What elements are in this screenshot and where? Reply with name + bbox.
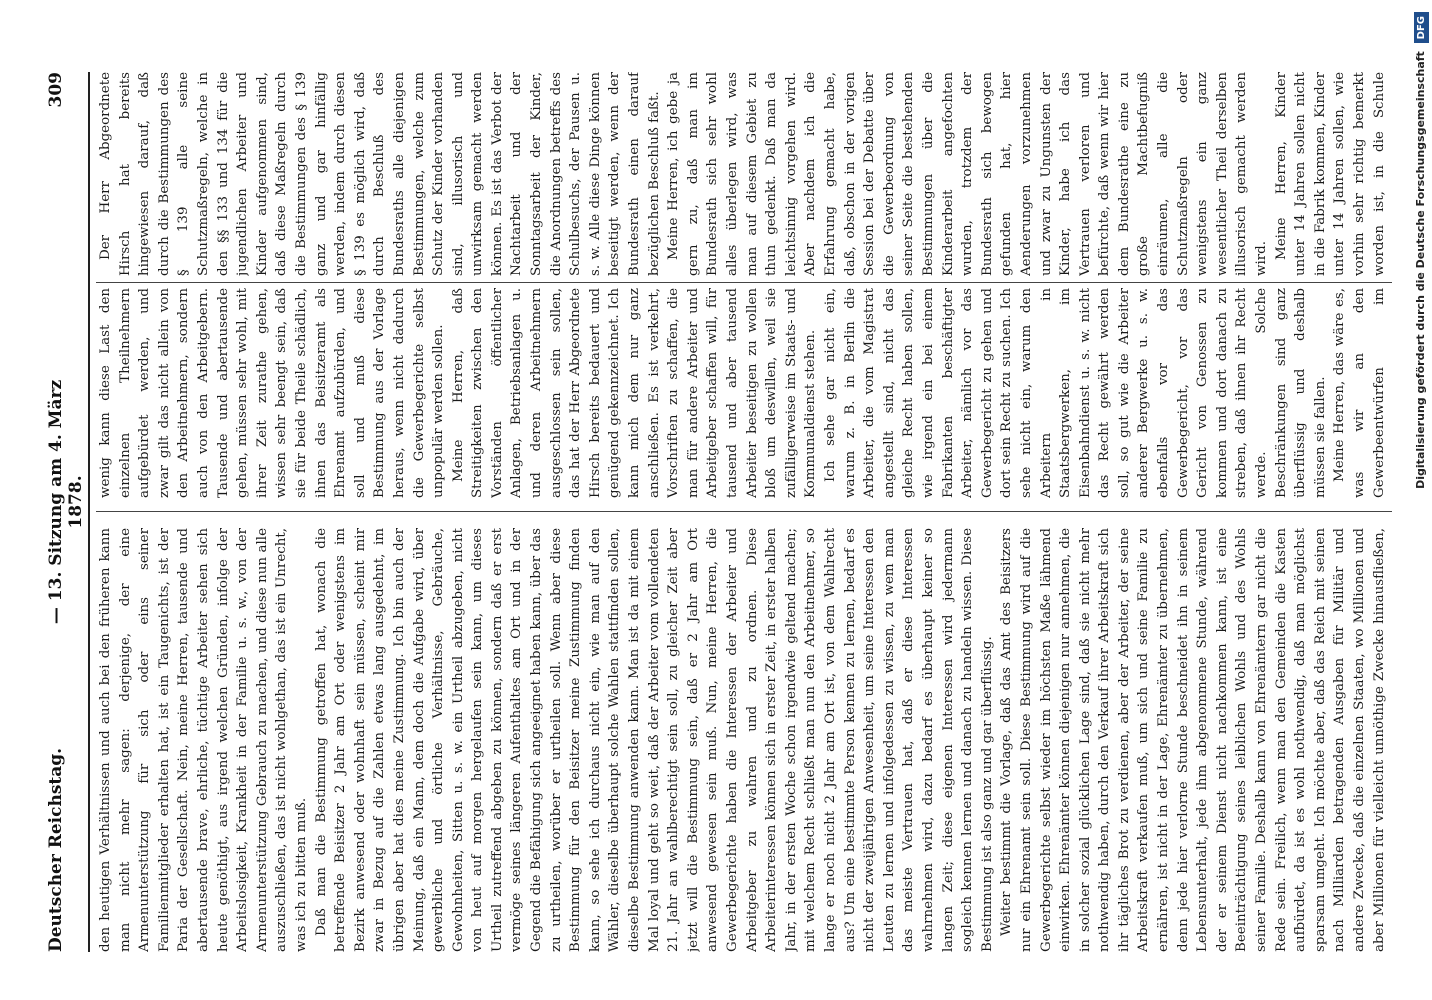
paragraph: Ich sehe gar nicht ein, warum z. B. in Berlin die Arbeiter, die vom Magistrat angestellt sind, nicht das gleiche Recht haben sollen, wie irgend ein bei einem Fabrikanten beschäftigter Arbeiter, nämlich vor das Gewerbegericht zu gehen und dort sein Recht zu suchen. Ich sehe nicht ein, warum den Arbeitern in Staatsbergwerken, im Eisenbahndienst u. s. w. nicht das Recht gewährt werden soll, so gut wie die Arbeiter anderer Bergwerke u. s. w. ebenfalls vor das Gewerbegericht, vor das Gericht von Genossen zu kommen und dort danach zu streben, daß ihnen ihr Recht werde. Solche Beschränkungen sind ganz überflüssig und deshalb müssen sie fallen.: [822, 288, 1328, 498]
text-column-left: [96, 528, 1392, 952]
column-divider: [96, 511, 1392, 512]
page-header: [40, 72, 86, 952]
paragraph: Daß man die Bestimmung getroffen hat, wonach die betreffende Beisitzer 2 Jahr am Ort oder wenigstens im Bezirk anwesend oder wohnhaft sein müssen, scheint mir zwar in Bezug auf die Zahlen etwas lang ausgedehnt, im übrigen aber hat dies meine Zustimmung. Ich bin auch der Meinung, daß ein Mann, dem doch die Aufgabe wird, über gewerbliche und örtliche Verhältnisse, Gebräuche, Gewohnheiten, Sitten u. s. w. ein Urtheil abzugeben, nicht von heut auf morgen hergelaufen sein kann, um dieses Urtheil zutreffend abgeben zu können, sondern daß er erst vermöge seines längeren Aufenthaltes am Ort und in der Gegend die Befähigung sich angeeignet haben kann, über das zu urtheilen, worüber er urtheilen soll. Wenn aber diese Bestimmung für den Beisitzer meine Zustimmung finden kann, so sehe ich durchaus nicht ein, wie man auf den Wähler, dieselbe überhaupt solche Wahlen stattfinden sollen, dieselbe Bestimmung anwenden kann. Man ist da mit einem Mal loyal und geht so weit, daß der Arbeiter vom vollendeten 21. Jahr an wahlberechtigt sein soll, zu gleicher Zeit aber jetzt will die Bestimmung sein, daß er 2 Jahr am Ort anwesend gewesen sein muß. Nun, meine Herren, die Gewerbegerichte haben die Interessen der Arbeiter und Arbeitgeber zu wahren und zu ordnen. Diese Arbeiterinteressen können sich in erster Zeit, in erster halben Jahr, in der ersten Woche schon irgendwie geltend machen; mit welchem Recht schließt man nun den Arbeitnehmer, so lange er noch nicht 2 Jahr am Ort ist, von dem Wahlrecht aus? Um eine bestimmte Person kennen zu lernen, bedarf es nicht der zweijährigen Anwesenheit, um seine Interessen den Leuten zu lernen und infolgedessen zu wissen, zu wem man das meiste Vertrauen hat, daß er diese Interessen wahrnehmen wird, dazu bedarf es überhaupt keiner so langen Zeit; diese eigenen Interessen wird jedermann sogleich kennen lernen und danach zu handeln wissen. Diese Bestimmung ist also ganz und gar überflüssig.: [313, 528, 995, 952]
publication-title: Deutscher Reichstag.: [46, 747, 66, 952]
paragraph: Der Herr Abgeordnete Hirsch hat bereits hingewiesen darauf, daß durch die Bestimmungen des § 139 alle seine Schutzmaßregeln, welche in den §§ 133 und 134 für die jugendlichen Arbeiter und Kinder aufgenommen sind, daß diese Maßregeln durch die Bestimmungen des § 139 ganz und gar hinfällig werden, indem durch diesen § 139 es möglich wird, daß durch Beschluß des Bundesraths alle diejenigen Bestimmungen, welche zum Schutz der Kinder vorhanden sind, illusorisch und unwirksam gemacht werden können. Es ist das Verbot der Nachtarbeit und der Sonntagsarbeit der Kinder, die Anordnungen betreffs des Schulbesuchs, der Pausen u. s. w. Alle diese Dinge können beseitigt werden, wenn der Bundesrath einen darauf bezüglichen Beschluß faßt.: [98, 72, 662, 276]
dfg-logo: DFG: [1414, 12, 1429, 43]
paragraph: Meine Herren, daß Streitigkeiten zwischen den Vorständen öffentlicher Anlagen, Betriebsanlagen u. und deren Arbeitnehmern ausgeschlossen sein sollen, das hat der Herr Abgeordnete Hirsch bereits bedauert und genügend gekennzeichnet. Ich kann mich dem nur ganz anschließen. Es ist verkehrt, Vorschriften zu schaffen, die man für andere Arbeiter und Arbeitgeber schaffen will, für tausend und aber tausend Arbeiter beseitigen zu wollen bloß um deswillen, weil sie zufälligerweise im Staats- und Kommunaldienst stehen.: [450, 288, 819, 498]
page-number: 309: [46, 72, 66, 108]
paragraph: Meine Herren, Kinder unter 14 Jahren sollen nicht in die Fabrik kommen, Kinder unter 14 Jahren sollen, wie vorhin sehr richtig bemerkt worden ist, in die Schule: [1273, 72, 1387, 276]
paragraph: Meine Herren, das wäre es, was wir an den Gewerbeentwürfen im: [1332, 288, 1387, 498]
paragraph: Meine Herren, ich gebe ja gern zu, daß man im Bundesrath sich sehr wohl alles überlegen wird, was man auf diesem Gebiet zu thun gedenkt. Daß man da leichtsinnig vorgehen wird. Aber nachdem ich die Erfahrung gemacht habe, daß, obschon in der vorigen Session bei der Debatte über die Gewerbeordnung von seiner Seite die bestehenden Bestimmungen über die Kinderarbeit angefochten wurden, trotzdem der Bundesrath sich bewogen gefunden hat, hier Aenderungen vorzunehmen und zwar zu Ungunsten der Kinder, habe ich das Vertrauen verloren und befürchte, daß wenn wir hier dem Bundesrathe eine zu große Machtbefugniß einräumen, alle die Schutzmaßregeln oder wenigstens ein ganz wesentlicher Theil derselben illusorisch gemacht werden wird.: [666, 72, 1270, 276]
digitization-note: Digitalisierung gefördert durch die Deutsche Forschungsgemeinschaft: [1414, 51, 1427, 489]
paragraph: Weiter bestimmt die Vorlage, daß das Amt des Beisitzers nur ein Ehrenamt sein soll. Diese Bestimmung wird auf die Gewerbegerichte selbst wieder im höchsten Maße lähmend einwirken. Ehrenämter können diejenigen nur annehmen, die in solcher sozial glücklichen Lage sind, daß sie nicht mehr nothwendig haben, durch den Verkauf ihrer Arbeitskraft sich ihr tägliches Brot zu verdienen, aber der Arbeiter, der seine Arbeitskraft verkaufen muß, um sich und seine Familie zu ernähren, ist nicht in der Lage, Ehrenämter zu übernehmen, denn jede hier verlorne Stunde beschneidet ihn in seinem Lebensunterhalt, jede ihm abgenommene Stunde, während der er seinem Dienst nicht nachkommen kann, ist eine Beeinträchtigung seines leiblichen Wohls und des Wohls seiner Familie. Deshalb kann von Ehrenämtern gar nicht die Rede sein. Freilich, wenn man den Gemeinden die Kasten aufbürdet, da ist es wohl nothwendig, daß man möglichst sparsam umgeht. Ich möchte aber, daß das Reich mit seinen nach Milliarden betragenden Ausgaben für Militär und andere Zwecke, daß die einzelnen Staaten, wo Millionen und aber Millionen für vielleicht unnöthige Zwecke hinausfließen,: [999, 528, 1387, 952]
header-rule: [88, 72, 90, 952]
session-date: — 13. Sitzung am 4. März 1878.: [46, 379, 86, 625]
text-column-middle: [96, 288, 1392, 498]
paragraph: den heutigen Verhältnissen und auch bei den früheren kann man nicht mehr sagen: derjenige, der eine Armenunterstützung für sich oder eins seiner Familienmitglieder erhalten hat, ist ein Taugenichts, ist der Paria der Gesellschaft. Nein, meine Herren, tausende und abertausende brave, ehrliche, tüchtige Arbeiter sehen sich heute genöthigt, aus irgend welchen Gründen, infolge der Arbeitslosigkeit, Krankheit in der Familie u. s. w., von der Armenunterstützung Gebrauch zu machen, und diese nun alle auszuschließen, das ist nicht wohlgethan, das ist ein Unrecht, was ich zu bitten muß.: [98, 528, 309, 952]
column-divider: [96, 282, 1392, 283]
digitization-credit: [1409, 0, 1432, 1000]
text-column-right: [96, 72, 1392, 276]
digitization-sidebar: [1409, 0, 1432, 1000]
paragraph: wenig kann diese Last den einzelnen Theilnehmern aufgebürdet werden, und zwar gilt das nicht allein von den Arbeitnehmern, sondern auch von den Arbeitgebern. Tausende und abertausende gehen, müssen sehr wohl, mit ihrer Zeit zurathe gehen, wissen sehr beengt sein, daß sie für beide Theile schädlich, ihnen das Beisitzeramt als Ehrenamt aufzubürden, und soll und muß diese Bestimmung aus der Vorlage heraus, wenn nicht dadurch die Gewerbegerichte selbst unpopulär werden sollen.: [98, 288, 447, 498]
